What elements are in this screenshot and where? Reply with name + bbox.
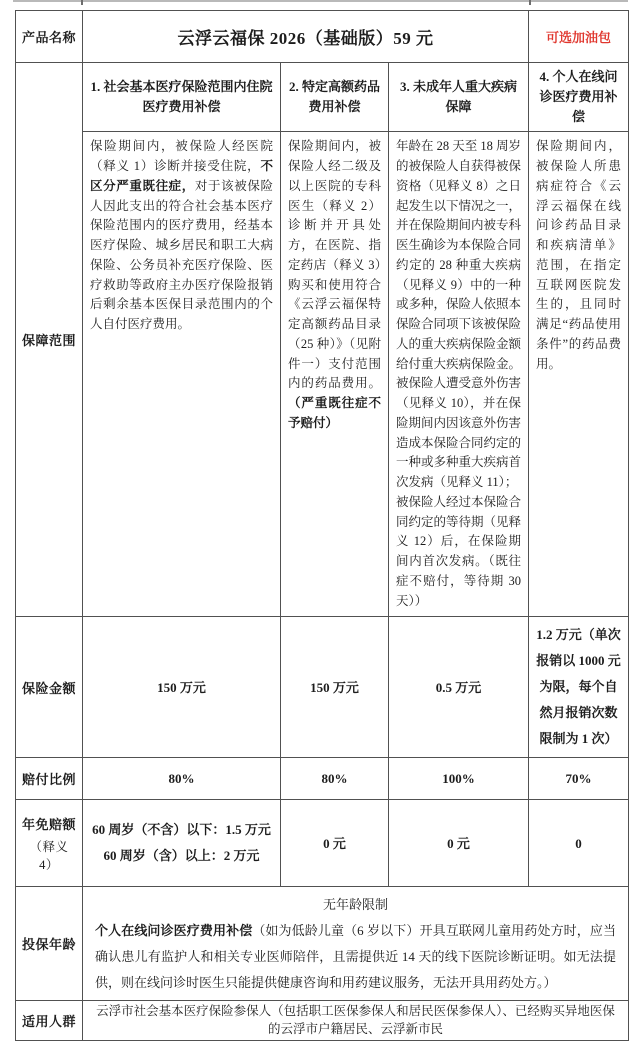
deductible-row <box>16 800 629 887</box>
eligible-age-row <box>16 887 629 1001</box>
deductible-label-line2: （释义 4） <box>29 839 69 872</box>
amount-hospitalization: 150 万元 <box>83 617 281 758</box>
product-name-label: 产品名称 <box>16 11 83 63</box>
age-note-text: 个人在线问诊医疗费用补偿（如为低龄儿童（6 岁以下）开具互联网儿童用药处方时，应当确认患儿有监护人和相关专业医师陪伴，且需提供近 14 天的线下医院诊断证明。如无法提供，则在线问诊时医生只能提供健康咨询和用药建议服务，无法开具用药处方。） <box>95 923 617 991</box>
coverage-cell-minor-critical-illness: 年龄在 28 天至 18 周岁的被保险人自获得被保资格（见释义 8）之日起发生以下情况之一，并在保险期间内被专科医生确诊为本保险合同约定的 28 种重大疾病（见释义 9）中的一种或多种，保险人依照本保险合同项下该被保险人的重大疾病保险金额给付重大疾病保险金。 被保险人遭受意外伤害（见释义 10），并在保险期间内因该意外伤害造成本保险合同约定的一种或多种重大疾病首次发病（见释义 11）； 被保险人经过本保险合同约定的等待期（见释义 12）后，在保险期间内首次发病。（既往症不赔付，等待期 30 天）） <box>389 132 529 617</box>
coverage-content-row <box>16 132 629 617</box>
insured-amount-label: 保险金额 <box>16 617 83 758</box>
product-name-row <box>16 11 629 63</box>
amount-minor-critical-illness: 0.5 万元 <box>389 617 529 758</box>
benefit-header-row <box>16 63 629 132</box>
coverage-cell-hospitalization: 保险期间内，被保险人经医院（释义 1）诊断并接受住院，不区分严重既往症，对于该被保险人因此支出的符合社会基本医疗保险范围内的医疗费用，经基本医疗保险、城乡居民和职工大病保险、公务员补充医疗保险、医疗救助等政府主办医疗保险报销后剩余基本医保目录范围内的个人自付医疗费用。 <box>83 132 281 617</box>
optional-addon-badge: 可选加油包 <box>529 11 629 63</box>
product-title: 云浮云福保 2026（基础版）59 元 <box>83 11 529 63</box>
coverage-scope-label: 保障范围 <box>16 63 83 617</box>
cropped-table-tick <box>81 0 83 5</box>
cropped-table-tick <box>529 0 531 5</box>
payout-ratio-row <box>16 758 629 800</box>
deductible-label-line1: 年免赔额 <box>22 816 77 832</box>
deductible-minor-critical-illness: 0 元 <box>389 800 529 887</box>
payout-ratio-label: 赔付比例 <box>16 758 83 800</box>
column-header-minor-critical-illness: 3. 未成年人重大疾病保障 <box>389 63 529 132</box>
coverage-cell-special-drugs: 保险期间内，被保险人经二级及以上医院的专科医生（释义 2）诊断并开具处方，在医院、指定药店（释义 3）购买和使用符合《云浮云福保特定高额药品目录（25 种）》（见附件一）支付范围内的药品费用。（严重既往症不予赔付） <box>281 132 389 617</box>
eligible-age-label: 投保年龄 <box>16 887 83 1001</box>
deductible-special-drugs: 0 元 <box>281 800 389 887</box>
column-header-special-drugs: 2. 特定高额药品费用补偿 <box>281 63 389 132</box>
ratio-minor-critical-illness: 100% <box>389 758 529 800</box>
eligible-age-cell <box>83 887 629 1001</box>
ratio-special-drugs: 80% <box>281 758 389 800</box>
ratio-online-consultation: 70% <box>529 758 629 800</box>
column-header-hospitalization: 1. 社会基本医疗保险范围内住院医疗费用补偿 <box>83 63 281 132</box>
insured-amount-row <box>16 617 629 758</box>
applicable-people-label: 适用人群 <box>16 1001 83 1041</box>
column-header-online-consultation: 4. 个人在线问诊医疗费用补偿 <box>529 63 629 132</box>
applicable-people-text: 云浮市社会基本医疗保险参保人（包括职工医保参保人和居民医保参保人）、已经购买异地医保的云浮市户籍居民、云浮新市民 <box>83 1001 629 1041</box>
amount-special-drugs: 150 万元 <box>281 617 389 758</box>
amount-online-consultation: 1.2 万元（单次报销以 1000 元为限，每个自然月报销次数限制为 1 次） <box>529 617 629 758</box>
deductible-online-consultation: 0 <box>529 800 629 887</box>
coverage-cell-online-consultation: 保险期间内，被保险人所患病症符合《云浮云福保在线问诊药品目录和疾病清单》范围，在指定互联网医院发生的，且同时满足“药品使用条件”的药品费用。 <box>529 132 629 617</box>
deductible-hospitalization: 60 周岁（不含）以下：1.5 万元 60 周岁（含）以上：2 万元 <box>83 800 281 887</box>
applicable-people-row <box>16 1001 629 1041</box>
insurance-product-table <box>15 10 629 1041</box>
ratio-hospitalization: 80% <box>83 758 281 800</box>
deductible-label <box>16 800 83 887</box>
age-no-limit-text: 无年龄限制 <box>323 897 389 913</box>
cropped-table-edge <box>13 0 628 2</box>
